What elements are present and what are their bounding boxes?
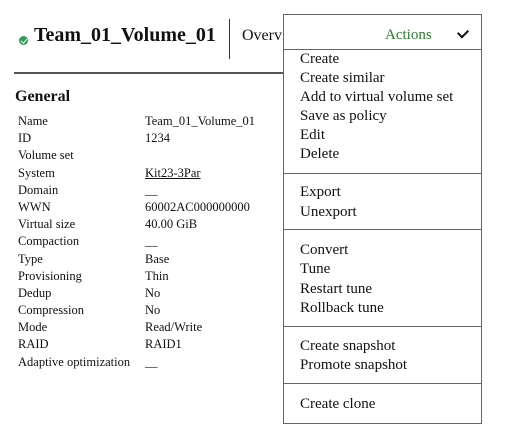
menu-item-create-similar[interactable]: Create similar	[300, 70, 385, 86]
prop-value: Thin	[145, 268, 169, 283]
menu-item-export[interactable]: Export	[300, 184, 341, 200]
prop-value: 40.00 GiB	[145, 217, 198, 232]
header-rule	[14, 72, 284, 74]
menu-item-promote-snapshot[interactable]: Promote snapshot	[300, 357, 408, 373]
menu-item-tune[interactable]: Tune	[300, 261, 331, 277]
prop-value: 1234	[145, 131, 170, 146]
menu-separator	[284, 326, 481, 327]
prop-label: RAID	[18, 337, 49, 352]
actions-title: Actions	[385, 27, 432, 43]
prop-value: No	[145, 285, 161, 300]
prop-value: No	[145, 303, 161, 318]
menu-item-convert[interactable]: Convert	[300, 242, 349, 258]
tab-overview[interactable]: Overv	[242, 27, 282, 44]
menu-item-rollback-tune[interactable]: Rollback tune	[300, 300, 384, 316]
prop-label: Volume set	[18, 148, 74, 163]
checkmark-icon	[457, 26, 469, 38]
prop-label: Name	[18, 114, 48, 128]
prop-value: Read/Write	[145, 320, 203, 335]
header-divider	[229, 19, 230, 59]
prop-label: Compaction	[18, 234, 80, 249]
prop-label: Domain	[18, 182, 59, 197]
prop-label: ID	[18, 131, 32, 146]
prop-label: WWN	[18, 199, 51, 214]
menu-separator	[284, 383, 481, 384]
prop-label: System	[18, 165, 55, 180]
menu-item-add-to-virtual-volume-set[interactable]: Add to virtual volume set	[300, 89, 454, 105]
menu-item-create-snapshot[interactable]: Create snapshot	[300, 338, 396, 354]
prop-value: 60002AC000000000	[145, 199, 250, 214]
system-link[interactable]: Kit23-3Par	[145, 165, 201, 180]
prop-label: Type	[18, 251, 43, 266]
menu-item-edit[interactable]: Edit	[300, 127, 325, 143]
prop-value: __	[145, 234, 158, 249]
volume-title: Team_01_Volume_01	[34, 24, 216, 46]
prop-label: Compression	[18, 303, 84, 318]
menu-item-unexport[interactable]: Unexport	[300, 204, 357, 220]
status-ok-icon	[19, 36, 28, 45]
menu-item-save-as-policy[interactable]: Save as policy	[300, 108, 387, 124]
general-heading: General	[15, 88, 71, 105]
prop-label: Virtual size	[18, 217, 76, 232]
actions-menu	[283, 14, 482, 424]
menu-separator	[284, 173, 481, 174]
prop-label: Provisioning	[18, 268, 82, 283]
prop-value: Team_01_Volume_01	[145, 114, 255, 128]
menu-item-delete[interactable]: Delete	[300, 146, 340, 162]
actions-dropdown-toggle[interactable]	[284, 15, 481, 50]
prop-label: Adaptive optimization	[18, 354, 131, 369]
prop-value: __	[145, 182, 158, 197]
prop-label: Mode	[18, 320, 48, 335]
menu-item-create[interactable]: Create	[300, 51, 340, 67]
menu-item-create-clone[interactable]: Create clone	[300, 396, 376, 412]
prop-value: Base	[145, 251, 170, 266]
prop-label: Dedup	[18, 285, 52, 300]
menu-item-restart-tune[interactable]: Restart tune	[300, 281, 373, 297]
menu-separator	[284, 229, 481, 230]
prop-value: RAID1	[145, 337, 182, 352]
prop-value: __	[145, 354, 158, 369]
